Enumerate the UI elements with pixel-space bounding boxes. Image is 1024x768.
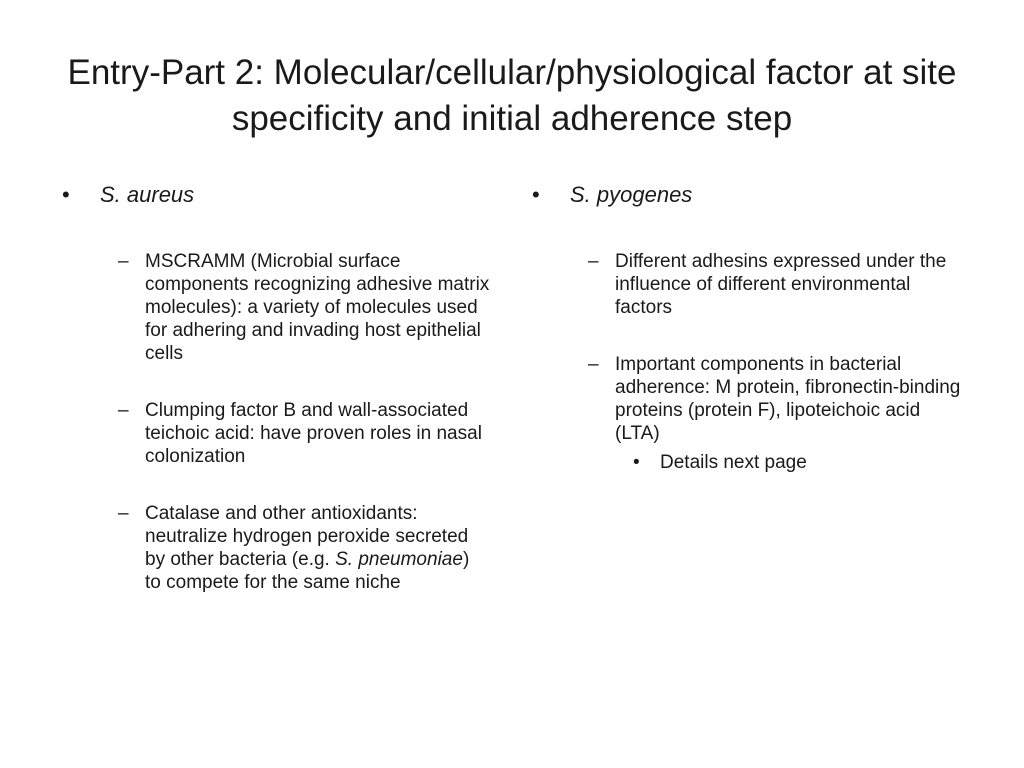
left-column <box>60 180 490 628</box>
slide-title: Entry-Part 2: Molecular/cellular/physiological factor at site specificity and initial adherence step <box>67 53 957 138</box>
heading-text: S. aureus <box>100 182 195 207</box>
bullet-marker: • <box>633 452 640 473</box>
sub-list-item-text: Details next page <box>660 452 807 473</box>
dash-marker: – <box>118 503 129 524</box>
list-item <box>60 250 490 365</box>
list-item-text: Different adhesins expressed under the influence of different environmental factors <box>615 251 947 318</box>
list-item <box>530 250 970 319</box>
bullet-marker: • <box>62 182 70 207</box>
list-item <box>530 353 970 474</box>
list-item-text-before: Catalase and other antioxidants: neutralize hydrogen peroxide secreted by other bacteria (e.g. <box>145 503 469 570</box>
s-aureus-list <box>60 250 490 594</box>
dash-marker: – <box>588 354 599 375</box>
heading-text: S. pyogenes <box>570 182 693 207</box>
list-item <box>60 502 490 594</box>
list-item-text: Important components in bacterial adherence: M protein, fibronectin-binding proteins (protein F), lipoteichoic acid (LTA) <box>615 354 961 444</box>
sub-list-item <box>615 451 970 474</box>
heading-s-aureus <box>60 180 490 210</box>
dash-marker: – <box>588 251 599 272</box>
heading-s-pyogenes <box>530 180 970 210</box>
list-item-text: MSCRAMM (Microbial surface components recognizing adhesive matrix molecules): a variety of molecules used for adhering and invading host epithelial cells <box>145 251 490 364</box>
dash-marker: – <box>118 251 129 272</box>
bullet-marker: • <box>532 182 540 207</box>
dash-marker: – <box>118 400 129 421</box>
list-item-italic-species: S. pneumoniae <box>335 549 463 570</box>
list-item-text: Clumping factor B and wall-associated teichoic acid: have proven roles in nasal colonization <box>145 400 482 467</box>
list-item-text-after: ) to compete for the same niche <box>145 549 470 593</box>
s-pyogenes-list <box>530 250 970 474</box>
right-column <box>530 180 970 508</box>
list-item <box>60 399 490 468</box>
